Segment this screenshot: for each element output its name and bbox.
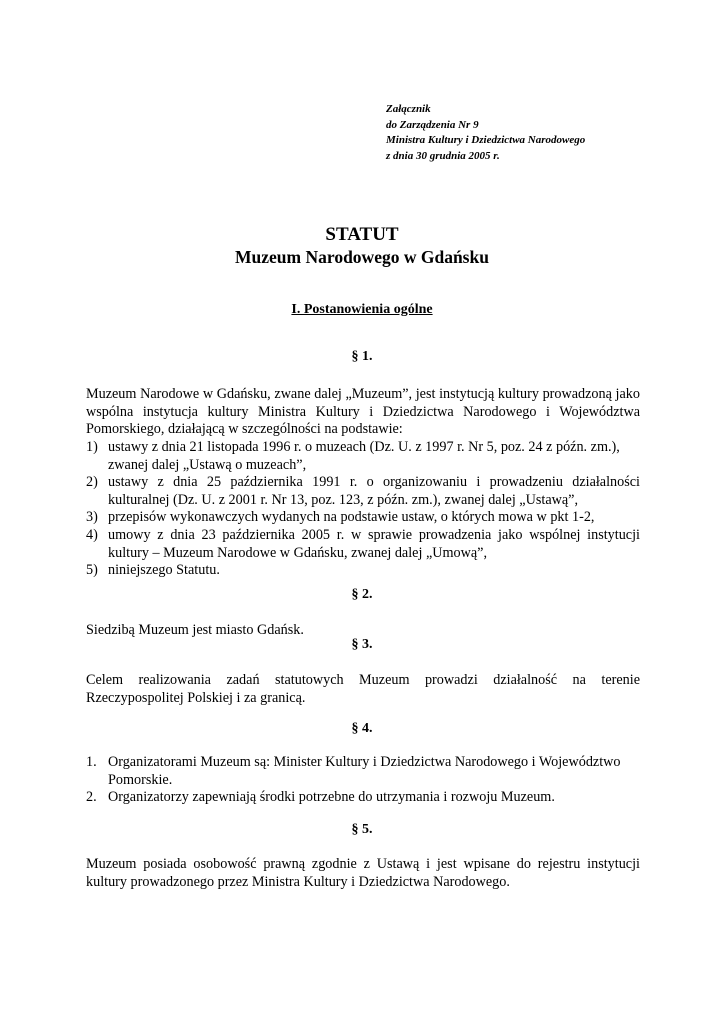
document-title: STATUT bbox=[325, 224, 399, 245]
list-item-text: umowy z dnia 23 października 2005 r. w sprawie prowadzenia jako wspólnej instytucji kultury – Muzeum Narodowe w Gdańsku, zwanej dalej „Umową”, bbox=[108, 526, 640, 561]
list-item-text: przepisów wykonawczych wydanych na podstawie ustaw, o których mowa w pkt 1-2, bbox=[108, 509, 595, 526]
list-item bbox=[86, 754, 640, 789]
list-item-text: ustawy z dnia 25 października 1991 r. o organizowaniu i prowadzeniu działalności kulturalnej (Dz. U. z 2001 r. Nr 13, poz. 123, z późn. zm.), zwanej dalej „Ustawą”, bbox=[108, 474, 640, 508]
list-item-number: 2) bbox=[86, 474, 98, 491]
list-item bbox=[86, 474, 640, 509]
section-5-text: Muzeum posiada osobowość prawną zgodnie z Ustawą i jest wpisane do rejestru instytucji kultury prowadzonego przez Ministra Kultury i Dziedzictwa Narodowego. bbox=[86, 856, 640, 890]
list-item-number: 4) bbox=[86, 526, 98, 543]
annex-header bbox=[386, 102, 585, 164]
document-subtitle: Muzeum Narodowego w Gdańsku bbox=[235, 247, 489, 267]
chapter-heading-text: I. Postanowienia ogólne bbox=[291, 302, 433, 317]
list-item bbox=[86, 509, 640, 527]
list-item-number: 5) bbox=[86, 562, 98, 579]
section-2-text: Siedzibą Muzeum jest miasto Gdańsk. bbox=[86, 622, 304, 638]
chapter-heading bbox=[0, 302, 724, 318]
section-3-text: Celem realizowania zadań statutowych Muzeum prowadzi działalność na terenie Rzeczypospolitej Polskiej i za granicą. bbox=[86, 672, 640, 706]
section-5-heading: § 5. bbox=[351, 822, 373, 837]
annex-line-1: Załącznik bbox=[386, 103, 431, 115]
list-item bbox=[86, 789, 640, 807]
section-1-heading: § 1. bbox=[351, 349, 373, 364]
list-item-text: Organizatorzy zapewniają środki potrzebne do utrzymania i rozwoju Muzeum. bbox=[108, 789, 555, 806]
list-item bbox=[86, 562, 640, 580]
annex-line-2: do Zarządzenia Nr 9 bbox=[386, 118, 479, 131]
list-item-number: 3) bbox=[86, 509, 98, 526]
section-3-heading: § 3. bbox=[351, 637, 373, 652]
list-item-text: Organizatorami Muzeum są: Minister Kultury i Dziedzictwa Narodowego i Województwo Pomorskie. bbox=[108, 754, 621, 788]
annex-line-3: Ministra Kultury i Dziedzictwa Narodowego bbox=[386, 134, 586, 146]
section-1-intro: Muzeum Narodowe w Gdańsku, zwane dalej „Muzeum”, jest instytucją kultury prowadzoną jako wspólna instytucja kultury Ministra Kultury i Dziedzictwa Narodowego i Województwa Pomorskiego, działającą w szczególności na podstawie: bbox=[86, 386, 640, 438]
annex-line-4: z dnia 30 grudnia 2005 r. bbox=[386, 149, 500, 162]
section-4-list bbox=[86, 754, 640, 807]
section-2-heading: § 2. bbox=[351, 587, 373, 602]
list-item-text: niniejszego Statutu. bbox=[108, 562, 220, 579]
list-item-number: 1) bbox=[86, 439, 98, 455]
section-4-heading: § 4. bbox=[351, 721, 373, 736]
list-item-text: ustawy z dnia 21 listopada 1996 r. o muzeach (Dz. U. z 1997 r. Nr 5, poz. 24 z późn. zm.), zwanej dalej „Ustawą o muzeach”, bbox=[108, 439, 620, 473]
list-item bbox=[86, 439, 640, 474]
list-item bbox=[86, 527, 640, 562]
list-item-number: 2. bbox=[86, 789, 97, 806]
section-1-list bbox=[86, 439, 640, 580]
list-item-number: 1. bbox=[86, 754, 97, 770]
